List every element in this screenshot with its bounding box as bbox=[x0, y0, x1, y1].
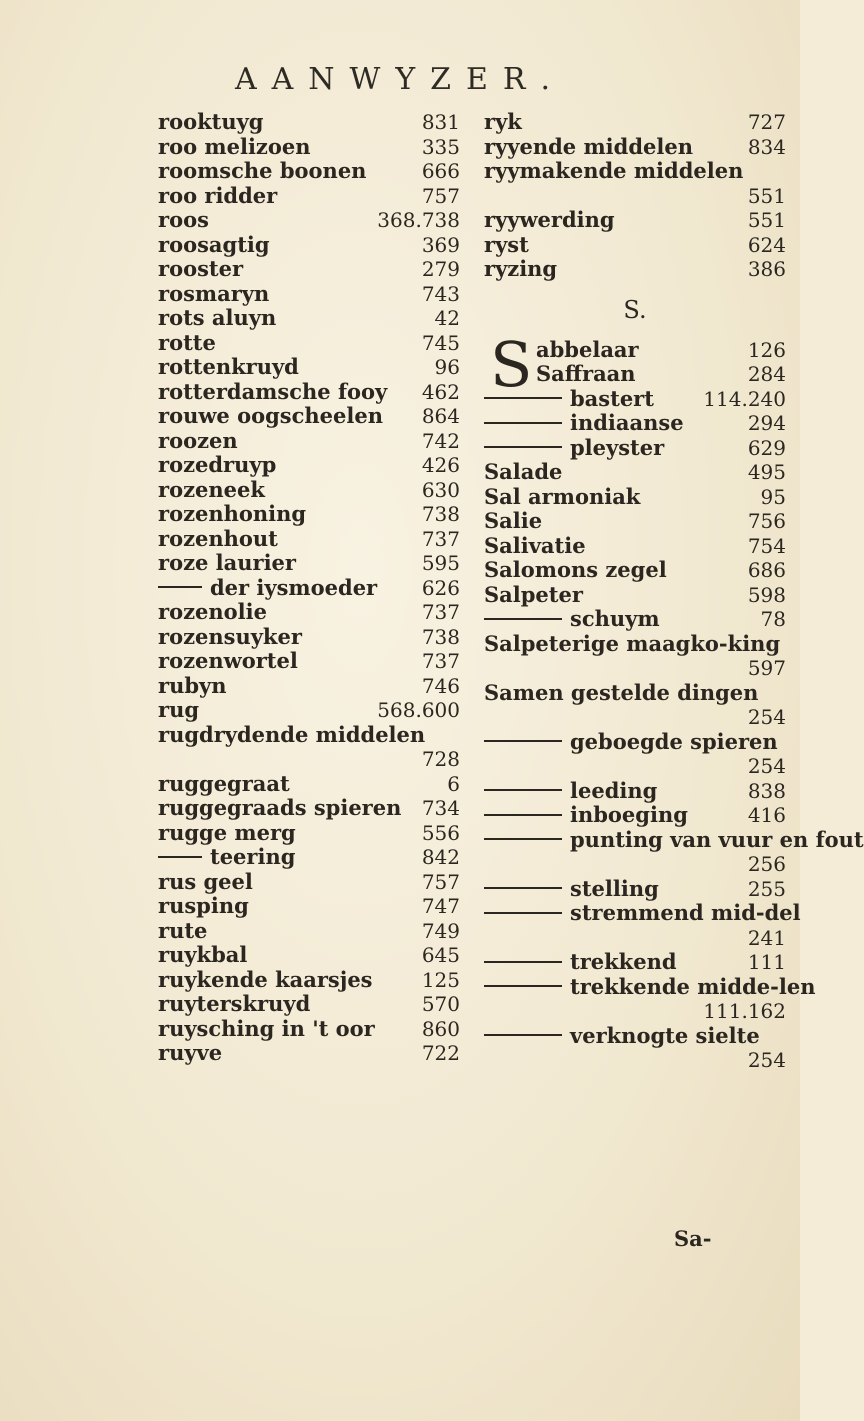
entry-term-text: ruyve bbox=[158, 1040, 223, 1065]
entry-page-number: 738 bbox=[421, 502, 460, 526]
entry-term-text: bastert bbox=[570, 385, 654, 411]
entry-term bbox=[484, 159, 743, 184]
entry-term bbox=[158, 968, 373, 993]
entry-term bbox=[484, 411, 684, 436]
index-entry bbox=[484, 534, 786, 559]
entry-term bbox=[158, 943, 247, 968]
index-entry bbox=[158, 331, 460, 356]
entry-term bbox=[158, 649, 298, 674]
entry-page-number: 749 bbox=[421, 918, 460, 943]
entry-term-text: rusping bbox=[158, 893, 249, 918]
entry-term bbox=[158, 502, 306, 527]
entry-term bbox=[484, 362, 636, 387]
entry-term-text: punting van vuur en fout bbox=[570, 826, 864, 852]
entry-term-text: roozen bbox=[158, 427, 238, 453]
entry-term bbox=[158, 796, 401, 821]
entry-term bbox=[158, 282, 269, 307]
entry-term-text: rugdrydende middelen bbox=[158, 721, 426, 747]
entry-term-text: roo ridder bbox=[158, 182, 278, 208]
entry-term bbox=[158, 184, 277, 209]
entry-term-text: Salpeter bbox=[484, 581, 583, 607]
entry-page-number: 737 bbox=[421, 526, 460, 551]
index-entry bbox=[158, 110, 460, 135]
entry-term-text: rubyn bbox=[158, 672, 227, 698]
entry-page-number: 111.162 bbox=[703, 999, 786, 1023]
entry-term-text: rozenhoning bbox=[158, 501, 307, 526]
entry-term bbox=[484, 583, 583, 608]
entry-term-text: rus geel bbox=[158, 868, 253, 894]
entry-term bbox=[484, 632, 780, 657]
entry-term-text: roze laurier bbox=[158, 550, 296, 575]
index-entry bbox=[158, 674, 460, 699]
repeat-dash bbox=[484, 985, 562, 987]
entry-term-text: rugge merg bbox=[158, 819, 296, 845]
entry-term-text: inboeging bbox=[570, 802, 688, 827]
index-entry bbox=[158, 551, 460, 576]
entry-term bbox=[484, 779, 657, 804]
entry-page-number: 831 bbox=[421, 110, 460, 134]
entry-page-number: 838 bbox=[747, 778, 786, 803]
index-entry bbox=[484, 607, 786, 632]
entry-page-number: 386 bbox=[747, 257, 786, 281]
entry-term bbox=[484, 1024, 760, 1049]
entry-term-text: Saffraan bbox=[536, 361, 636, 386]
entry-page-number: 568.600 bbox=[377, 698, 460, 722]
index-entry bbox=[158, 845, 460, 870]
entry-term bbox=[484, 509, 542, 534]
entry-term-text: stremmend mid-del bbox=[570, 900, 801, 925]
index-entry bbox=[158, 355, 460, 380]
repeat-dash bbox=[484, 618, 562, 620]
drop-cap: S bbox=[490, 327, 533, 401]
entry-term-text: geboegde spieren bbox=[570, 728, 778, 754]
entry-term-text: Salomons zegel bbox=[484, 557, 667, 582]
index-entry bbox=[158, 943, 460, 968]
index-entry bbox=[484, 558, 786, 583]
index-column-right bbox=[484, 109, 864, 1073]
catchword: Sa- bbox=[674, 1226, 712, 1251]
entry-term bbox=[158, 208, 209, 233]
entry-term bbox=[484, 257, 557, 282]
index-entry bbox=[158, 159, 460, 184]
entry-term-text: ryk bbox=[484, 109, 522, 134]
entry-page-number: 42 bbox=[434, 306, 460, 330]
entry-term-text: rozedruyp bbox=[158, 452, 277, 477]
entry-page-number: 737 bbox=[421, 600, 460, 624]
entry-page-number: 556 bbox=[421, 820, 460, 845]
entry-term bbox=[484, 803, 688, 828]
repeat-dash bbox=[484, 887, 562, 889]
entry-page-number: 722 bbox=[421, 1041, 460, 1065]
index-entry bbox=[158, 772, 460, 797]
entry-page-number: 645 bbox=[421, 943, 460, 967]
entry-page-number: 254 bbox=[747, 1048, 786, 1072]
index-entry bbox=[158, 625, 460, 650]
index-entry bbox=[158, 919, 460, 944]
entry-term bbox=[484, 338, 639, 363]
entry-term bbox=[158, 576, 377, 601]
entry-term bbox=[158, 821, 296, 846]
index-entry bbox=[484, 338, 786, 363]
entry-term bbox=[158, 1041, 222, 1066]
entry-page-number: 111 bbox=[747, 950, 786, 974]
page-header: AANWYZER. bbox=[234, 62, 566, 97]
entry-term-text: leeding bbox=[570, 777, 658, 803]
entry-term bbox=[158, 110, 263, 135]
entry-page-number: 126 bbox=[747, 337, 786, 362]
entry-term bbox=[484, 233, 529, 258]
entry-term-text: rug bbox=[158, 697, 200, 722]
index-entry bbox=[484, 208, 786, 233]
entry-page-number: 630 bbox=[421, 477, 460, 502]
entry-term-text: ruggegraads spieren bbox=[158, 795, 402, 820]
entry-term-text: Sal armoniak bbox=[484, 483, 641, 509]
entry-term bbox=[484, 208, 615, 233]
entry-term bbox=[484, 558, 667, 583]
entry-page-number: 624 bbox=[747, 232, 786, 257]
entry-page-number: 95 bbox=[760, 484, 786, 509]
index-entry bbox=[484, 900, 801, 950]
entry-term bbox=[158, 135, 311, 160]
entry-term bbox=[484, 901, 801, 926]
entry-term-text: rute bbox=[158, 917, 208, 943]
index-entry bbox=[484, 950, 786, 975]
entry-term bbox=[158, 1017, 375, 1042]
entry-term bbox=[158, 355, 299, 380]
entry-page-number: 864 bbox=[421, 404, 460, 428]
repeat-dash bbox=[484, 961, 562, 963]
index-entry bbox=[158, 208, 460, 233]
entry-page-number: 495 bbox=[747, 460, 786, 484]
entry-term-text: abbelaar bbox=[536, 336, 639, 362]
index-entry bbox=[158, 502, 460, 527]
entry-term bbox=[158, 845, 295, 870]
repeat-dash bbox=[484, 814, 562, 816]
index-entry bbox=[158, 306, 460, 331]
index-entry bbox=[158, 429, 460, 454]
index-entry bbox=[158, 527, 460, 552]
entry-page-number: 294 bbox=[747, 411, 786, 435]
entry-term bbox=[158, 527, 278, 552]
entry-term-text: verknogte sielte bbox=[570, 1022, 760, 1048]
entry-term-text: Salpeterige maagko-king bbox=[484, 630, 781, 656]
entry-term-text: ryyende middelen bbox=[484, 133, 693, 159]
index-entry bbox=[484, 485, 786, 510]
repeat-dash bbox=[158, 856, 202, 858]
entry-term bbox=[484, 950, 677, 975]
entry-term bbox=[484, 607, 660, 632]
entry-term-text: ryzing bbox=[484, 256, 558, 281]
entry-term-text: ryst bbox=[484, 231, 529, 257]
entry-page-number: 279 bbox=[421, 257, 460, 281]
entry-term-text: der iysmoeder bbox=[210, 574, 378, 600]
index-entry bbox=[158, 184, 460, 209]
entry-page-number: 368.738 bbox=[377, 208, 460, 232]
entry-page-number: 597 bbox=[747, 656, 786, 680]
entry-term bbox=[158, 257, 243, 282]
entry-term bbox=[158, 404, 383, 429]
entry-term bbox=[158, 674, 227, 699]
entry-term-text: rozenolie bbox=[158, 599, 267, 624]
entry-page-number: 78 bbox=[760, 607, 786, 631]
entry-term bbox=[158, 894, 249, 919]
index-entry bbox=[484, 257, 786, 282]
entry-page-number: 743 bbox=[421, 281, 460, 306]
entry-term-text: rosmaryn bbox=[158, 280, 270, 306]
entry-term-text: rots aluyn bbox=[158, 305, 277, 330]
entry-term bbox=[484, 730, 778, 755]
index-entry bbox=[484, 362, 786, 387]
entry-term-text: ruykende kaarsjes bbox=[158, 966, 373, 992]
index-entry bbox=[484, 159, 786, 208]
entry-page-number: 335 bbox=[421, 134, 460, 159]
entry-term-text: roosagtig bbox=[158, 231, 270, 257]
entry-page-number: 241 bbox=[747, 925, 786, 950]
entry-page-number: 686 bbox=[747, 558, 786, 582]
entry-term bbox=[158, 625, 302, 650]
repeat-dash bbox=[484, 838, 562, 840]
index-column-left bbox=[158, 110, 460, 1066]
repeat-dash bbox=[484, 446, 562, 448]
entry-page-number: 756 bbox=[747, 509, 786, 533]
entry-page-number: 842 bbox=[421, 845, 460, 869]
entry-page-number: 626 bbox=[421, 575, 460, 600]
index-entry bbox=[158, 723, 460, 772]
entry-page-number: 462 bbox=[421, 379, 460, 404]
index-entry bbox=[158, 698, 460, 723]
entry-page-number: 737 bbox=[421, 649, 460, 673]
index-entry bbox=[484, 1024, 786, 1073]
index-entry bbox=[484, 632, 786, 681]
index-entry bbox=[158, 870, 460, 895]
entry-page-number: 254 bbox=[747, 705, 786, 729]
entry-term bbox=[484, 436, 664, 461]
entry-term bbox=[158, 870, 253, 895]
entry-term bbox=[484, 485, 640, 510]
entry-page-number: 6 bbox=[447, 771, 460, 796]
repeat-dash bbox=[484, 789, 562, 791]
entry-term bbox=[158, 919, 207, 944]
index-entry bbox=[158, 380, 460, 405]
index-entry bbox=[484, 826, 864, 877]
entry-term-text: Salade bbox=[484, 459, 563, 484]
index-entry bbox=[158, 649, 460, 674]
entry-term bbox=[484, 387, 654, 412]
index-entry bbox=[484, 387, 786, 412]
entry-term-text: ryywerding bbox=[484, 207, 615, 232]
repeat-dash bbox=[484, 397, 562, 399]
entry-term-text: rottenkruyd bbox=[158, 354, 299, 379]
entry-page-number: 598 bbox=[747, 582, 786, 607]
index-entry bbox=[158, 404, 460, 429]
entry-page-number: 125 bbox=[421, 967, 460, 992]
entry-page-number: 256 bbox=[747, 852, 786, 876]
index-entry bbox=[484, 411, 786, 436]
index-entry bbox=[484, 973, 816, 1024]
entry-page-number: 727 bbox=[747, 110, 786, 134]
index-entry bbox=[484, 877, 786, 902]
entry-term bbox=[158, 331, 216, 356]
entry-page-number: 860 bbox=[421, 1016, 460, 1041]
entry-term-text: rozenhout bbox=[158, 525, 278, 551]
entry-term-text: roos bbox=[158, 207, 209, 232]
entry-term-text: Salivatie bbox=[484, 532, 586, 558]
entry-term-text: ruyterskruyd bbox=[158, 991, 311, 1016]
index-entry bbox=[484, 779, 786, 804]
index-entry bbox=[158, 894, 460, 919]
entry-term-text: ruykbal bbox=[158, 942, 248, 967]
index-entry bbox=[484, 460, 786, 485]
entry-page-number: 416 bbox=[747, 803, 786, 827]
entry-term bbox=[158, 772, 290, 797]
entry-page-number: 114.240 bbox=[703, 386, 786, 411]
index-entry bbox=[484, 233, 786, 258]
entry-term-text: rooktuyg bbox=[158, 109, 264, 134]
entry-page-number: 757 bbox=[421, 869, 460, 894]
entry-page-number: 754 bbox=[747, 533, 786, 558]
entry-term bbox=[158, 723, 425, 748]
entry-term bbox=[484, 828, 864, 853]
repeat-dash bbox=[484, 912, 562, 914]
entry-term bbox=[158, 698, 199, 723]
index-entry bbox=[158, 282, 460, 307]
entry-term-text: roo melizoen bbox=[158, 133, 311, 159]
entry-page-number: 369 bbox=[421, 232, 460, 257]
entry-page-number: 254 bbox=[747, 754, 786, 778]
entry-term-text: Salie bbox=[484, 508, 543, 533]
entry-term-text: indiaanse bbox=[570, 410, 684, 435]
entry-page-number: 734 bbox=[421, 796, 460, 820]
entry-term-text: ryymakende middelen bbox=[484, 158, 744, 183]
entry-term bbox=[158, 478, 265, 503]
repeat-dash bbox=[484, 422, 562, 424]
index-entry bbox=[484, 436, 786, 461]
index-entry bbox=[158, 233, 460, 258]
entry-term bbox=[484, 135, 693, 160]
entry-term bbox=[158, 453, 276, 478]
index-entry bbox=[158, 821, 460, 846]
index-entry bbox=[484, 583, 786, 608]
entry-term-text: Samen gestelde dingen bbox=[484, 679, 759, 705]
entry-term bbox=[158, 429, 238, 454]
entry-term-text: rouwe oogscheelen bbox=[158, 403, 383, 428]
index-entry bbox=[484, 730, 786, 779]
index-entry bbox=[484, 681, 786, 730]
index-entry bbox=[484, 509, 786, 534]
entry-term bbox=[484, 877, 659, 902]
entry-page-number: 629 bbox=[747, 435, 786, 460]
index-entry bbox=[484, 110, 786, 135]
entry-page-number: 747 bbox=[421, 894, 460, 918]
entry-page-number: 284 bbox=[747, 362, 786, 386]
entry-term-text: rooster bbox=[158, 256, 244, 281]
entry-term-text: pleyster bbox=[570, 434, 665, 460]
entry-term bbox=[158, 380, 387, 405]
entry-term bbox=[158, 233, 270, 258]
index-entry bbox=[158, 576, 460, 601]
index-entry bbox=[158, 600, 460, 625]
entry-term-text: rozenwortel bbox=[158, 648, 298, 673]
repeat-dash bbox=[484, 1034, 562, 1036]
entry-term-text: rotte bbox=[158, 329, 216, 355]
entry-term bbox=[158, 600, 267, 625]
entry-term-text: teering bbox=[210, 844, 296, 869]
entry-page-number: 570 bbox=[421, 992, 460, 1016]
entry-term-text: rozensuyker bbox=[158, 623, 302, 649]
entry-term bbox=[484, 534, 586, 559]
repeat-dash bbox=[484, 740, 562, 742]
index-entry bbox=[158, 796, 460, 821]
section-s-entries bbox=[484, 327, 864, 1073]
entry-term bbox=[158, 551, 296, 576]
index-entry bbox=[484, 803, 786, 828]
entry-page-number: 738 bbox=[421, 624, 460, 649]
entry-page-number: 746 bbox=[421, 673, 460, 698]
entry-page-number: 666 bbox=[421, 159, 460, 183]
entry-page-number: 255 bbox=[747, 876, 786, 901]
entry-page-number: 757 bbox=[421, 183, 460, 208]
entry-term-text: trekkende midde-len bbox=[570, 973, 816, 999]
entry-page-number: 745 bbox=[421, 330, 460, 355]
index-entry bbox=[158, 992, 460, 1017]
index-entry bbox=[158, 257, 460, 282]
entry-page-number: 742 bbox=[421, 428, 460, 453]
index-entry bbox=[158, 968, 460, 993]
entry-term-text: ruysching in 't oor bbox=[158, 1015, 375, 1041]
entry-page-number: 551 bbox=[747, 208, 786, 232]
entry-term-text: rozeneek bbox=[158, 476, 265, 502]
entry-term bbox=[158, 992, 310, 1017]
entry-term bbox=[158, 159, 366, 184]
entry-term-text: trekkend bbox=[570, 949, 677, 974]
index-entry bbox=[158, 453, 460, 478]
entry-term-text: ruggegraat bbox=[158, 770, 290, 796]
entry-term-text: rotterdamsche fooy bbox=[158, 378, 388, 404]
repeat-dash bbox=[158, 586, 202, 588]
entry-term bbox=[484, 681, 758, 706]
entry-term bbox=[484, 975, 815, 1000]
entry-term-text: schuym bbox=[570, 606, 660, 631]
entry-page-number: 551 bbox=[747, 183, 786, 208]
index-entry bbox=[158, 135, 460, 160]
index-entry bbox=[158, 1017, 460, 1042]
entry-page-number: 595 bbox=[421, 551, 460, 575]
index-entry bbox=[158, 1041, 460, 1066]
entry-page-number: 426 bbox=[421, 453, 460, 477]
index-entry bbox=[484, 135, 786, 160]
entry-page-number: 834 bbox=[747, 134, 786, 159]
entry-term bbox=[158, 306, 276, 331]
entry-page-number: 728 bbox=[421, 747, 460, 771]
index-entry bbox=[158, 478, 460, 503]
entry-term bbox=[484, 460, 562, 485]
entry-page-number: 96 bbox=[434, 355, 460, 379]
section-letter: S. bbox=[623, 295, 647, 324]
entry-term bbox=[484, 110, 522, 135]
entry-term-text: roomsche boonen bbox=[158, 158, 367, 183]
entry-term-text: stelling bbox=[570, 875, 659, 901]
